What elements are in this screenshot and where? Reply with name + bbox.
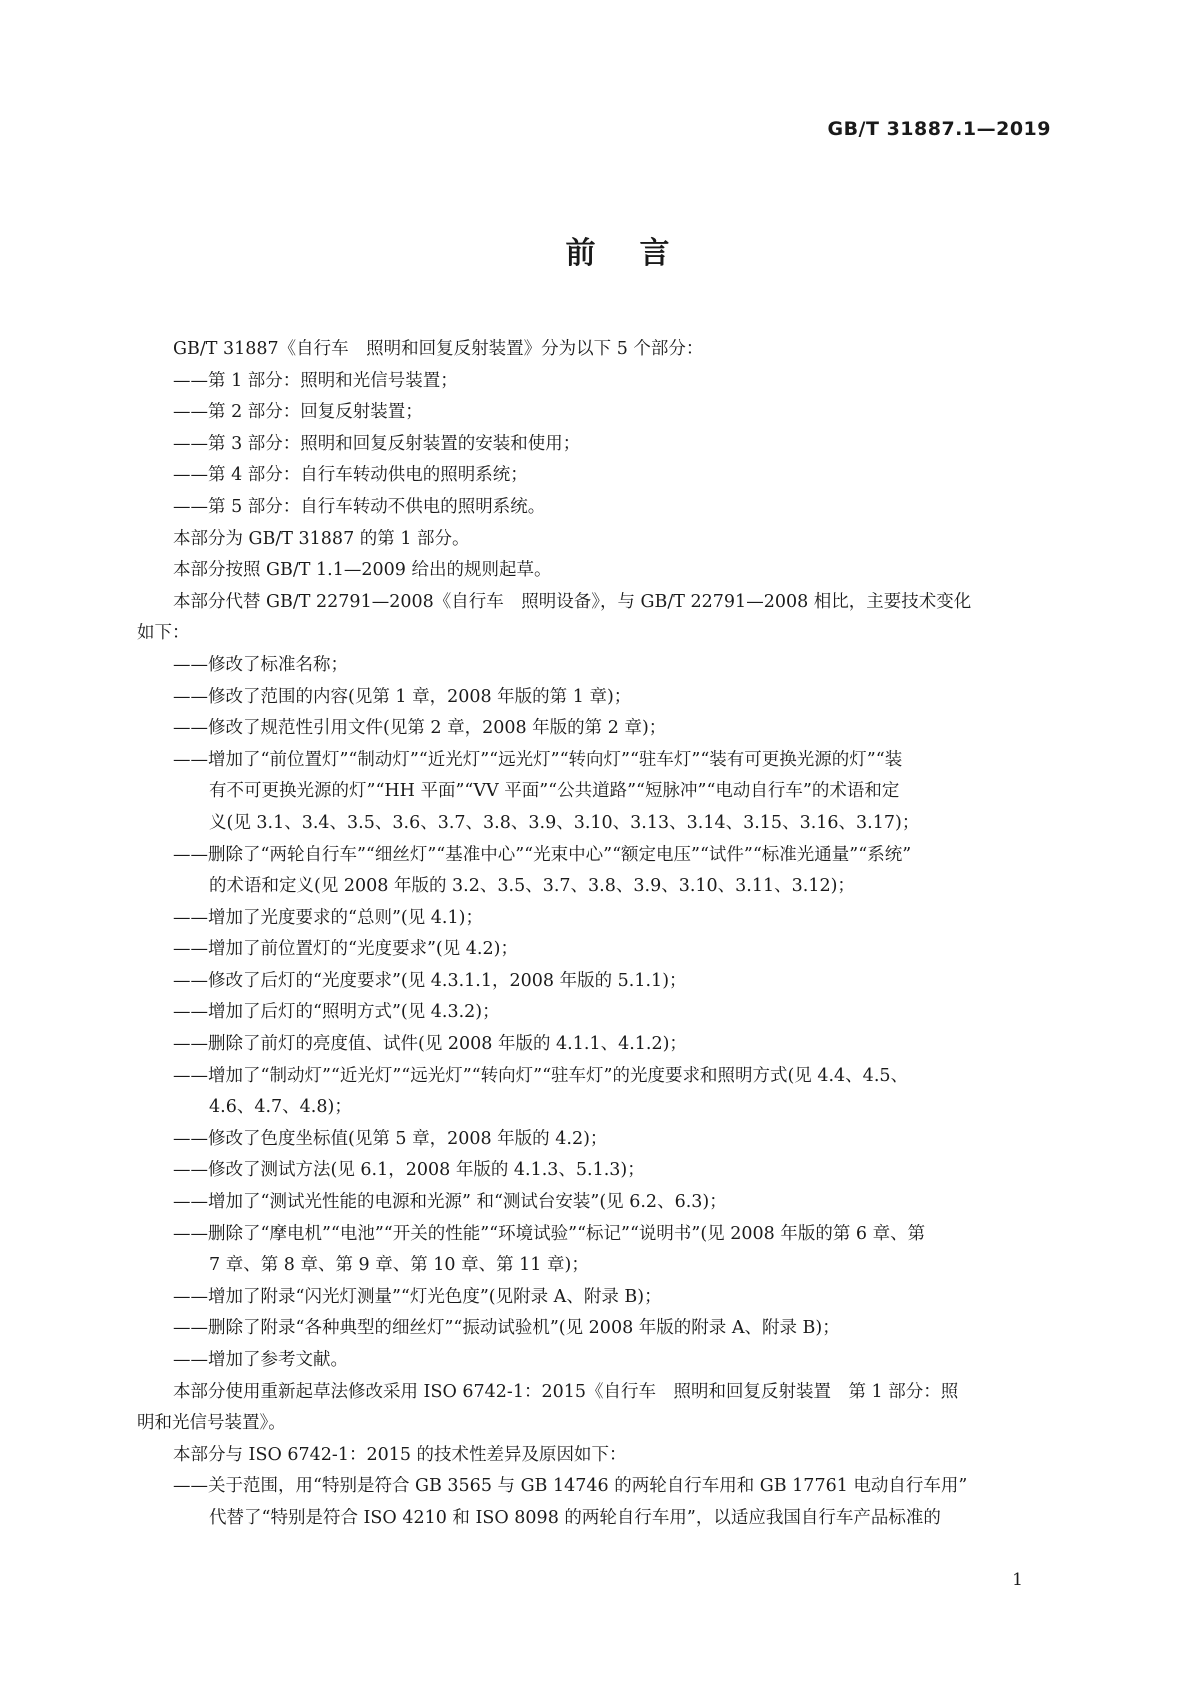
list-item: ——修改了标准名称； (173, 654, 348, 675)
paragraph-line: 本部分与 ISO 6742-1：2015 的技术性差异及原因如下： (173, 1444, 627, 1465)
list-item-continuation: 有不可更换光源的灯”“HH 平面”“VV 平面”“公共道路”“短脉冲”“电动自行车”的术语和定 (209, 781, 900, 802)
list-item: ——关于范围，用“特别是符合 GB 3565 与 GB 14746 的两轮自行车用和 GB 17761 电动自行车用” (173, 1476, 968, 1497)
paragraph-line: 本部分按照 GB/T 1.1—2009 给出的规则起草。 (173, 560, 552, 581)
list-item: ——删除了“摩电机”“电池”“开关的性能”“环境试验”“标记”“说明书”(见 2008 年版的第 6 章、第 (173, 1223, 926, 1244)
list-item-continuation: 7 章、第 8 章、第 9 章、第 10 章、第 11 章)； (209, 1255, 589, 1276)
list-item: ——第 2 部分：回复反射装置； (173, 402, 423, 423)
list-item-continuation: 4.6、4.7、4.8)； (209, 1097, 352, 1118)
paragraph-line: 本部分使用重新起草法修改采用 ISO 6742-1：2015《自行车 照明和回复反射装置 第 1 部分：照 (173, 1381, 959, 1402)
paragraph-line: 明和光信号装置》。 (137, 1413, 286, 1434)
list-item: ——第 5 部分：自行车转动不供电的照明系统。 (173, 496, 546, 517)
list-item: ——增加了“测试光性能的电源和光源” 和“测试台安装”(见 6.2、6.3)； (173, 1192, 727, 1213)
list-item: ——修改了规范性引用文件(见第 2 章，2008 年版的第 2 章)； (173, 718, 667, 739)
list-item: ——增加了“制动灯”“近光灯”“远光灯”“转向灯”“驻车灯”的光度要求和照明方式(见 4.4、4.5、 (173, 1065, 909, 1086)
list-item: ——增加了参考文献。 (173, 1350, 348, 1370)
list-item: ——增加了附录“闪光灯测量”“灯光色度”(见附录 A、附录 B)； (173, 1286, 662, 1307)
paragraph-line: 如下： (137, 623, 190, 644)
paragraph-line: GB/T 31887《自行车 照明和回复反射装置》分为以下 5 个部分： (173, 339, 704, 359)
list-item-continuation: 义(见 3.1、3.4、3.5、3.6、3.7、3.8、3.9、3.10、3.13、3.14、3.15、3.16、3.17)； (209, 812, 920, 833)
list-item: ——修改了后灯的“光度要求”(见 4.3.1.1，2008 年版的 5.1.1)； (173, 970, 687, 991)
list-item: ——删除了前灯的亮度值、试件(见 2008 年版的 4.1.1、4.1.2)； (173, 1034, 687, 1055)
header-standard-code: GB/T 31887.1—2019 (827, 118, 1051, 140)
list-item: ——删除了“两轮自行车”“细丝灯”“基准中心”“光束中心”“额定电压”“试件”“标准光通量”“系统” (173, 844, 912, 865)
list-item: ——第 4 部分：自行车转动供电的照明系统； (173, 465, 528, 486)
paragraph-line: 本部分代替 GB/T 22791—2008《自行车 照明设备》，与 GB/T 22791—2008 相比，主要技术变化 (173, 591, 972, 612)
page-number: 1 (1012, 1570, 1023, 1590)
list-item: ——第 3 部分：照明和回复反射装置的安装和使用； (173, 433, 581, 454)
list-item: ——增加了光度要求的“总则”(见 4.1)； (173, 907, 483, 928)
list-item: ——增加了前位置灯的“光度要求”(见 4.2)； (173, 939, 518, 960)
list-item-continuation: 代替了“特别是符合 ISO 4210 和 ISO 8098 的两轮自行车用”，以适应我国自行车产品标准的 (209, 1507, 941, 1528)
page-title: 前言 (565, 236, 714, 271)
body-text (137, 334, 1057, 1535)
list-item: ——修改了色度坐标值(见第 5 章，2008 年版的 4.2)； (173, 1128, 608, 1149)
list-item: ——第 1 部分：照明和光信号装置； (173, 370, 458, 391)
list-item: ——删除了附录“各种典型的细丝灯”“振动试验机”(见 2008 年版的附录 A、附录 B)； (173, 1318, 840, 1339)
list-item: ——修改了测试方法(见 6.1，2008 年版的 4.1.3、5.1.3)； (173, 1160, 645, 1181)
list-item: ——增加了后灯的“照明方式”(见 4.3.2)； (173, 1002, 500, 1023)
list-item-continuation: 的术语和定义(见 2008 年版的 3.2、3.5、3.7、3.8、3.9、3.10、3.11、3.12)； (209, 876, 855, 897)
paragraph-line: 本部分为 GB/T 31887 的第 1 部分。 (173, 528, 470, 549)
list-item: ——增加了“前位置灯”“制动灯”“近光灯”“远光灯”“转向灯”“驻车灯”“装有可更换光源的灯”“装 (173, 749, 903, 770)
list-item: ——修改了范围的内容(见第 1 章，2008 年版的第 1 章)； (173, 686, 632, 707)
